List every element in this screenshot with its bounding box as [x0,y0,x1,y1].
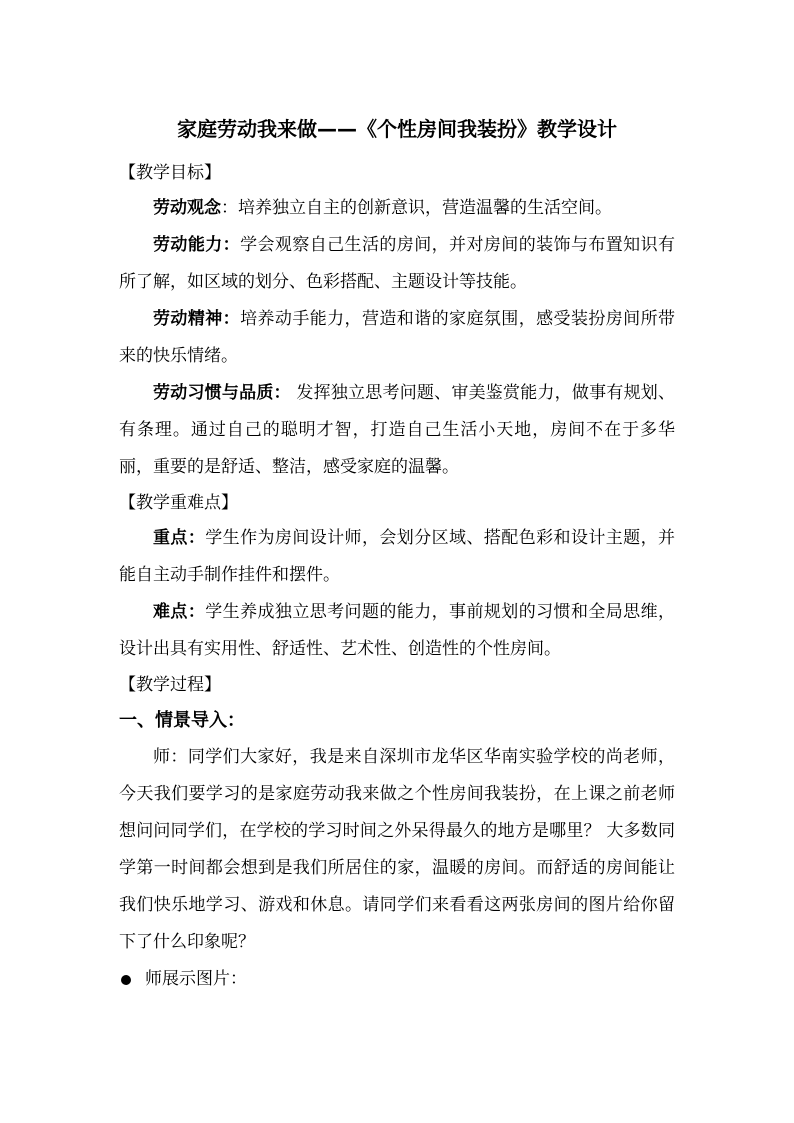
goal-text: ：培养独立自主的创新意识，营造温馨的生活空间。 [221,198,612,218]
process-step-heading: 一、情景导入： [119,710,245,731]
goal-paragraph [119,190,675,227]
goal-paragraph [119,375,675,486]
section-heading-process: 【教学过程】 [119,675,221,695]
goal-paragraph [119,227,675,301]
key-point-lead: 重点： [153,528,206,548]
key-point-text: 学生作为房间设计师，会划分区域、搭配色彩和设计主题，并能自主动手制作挂件和摆件。 [119,528,676,585]
bullet-item [119,961,675,998]
key-point-paragraph [119,594,675,668]
key-point-text: 学生养成独立思考问题的能力，事前规划的习惯和全局思维，设计出具有实用性、舒适性、艺术性、创造性的个性房间。 [119,602,676,659]
key-point-paragraph [119,520,675,594]
key-point-lead: 难点： [153,602,206,622]
bullet-dot-icon [121,975,131,985]
goal-text: 培养动手能力，营造和谐的家庭氛围，感受装扮房间所带来的快乐情绪。 [119,309,676,366]
goal-text: 发挥独立思考问题、审美鉴赏能力，做事有规划、有条理。通过自己的聪明才智，打造自己生活小天地，房间不在于多华丽，重要的是舒适、整洁，感受家庭的温馨。 [119,383,676,477]
document-page [119,112,675,998]
section-heading-goals: 【教学目标】 [119,163,221,183]
goal-lead: 劳动观念 [153,198,221,218]
goal-lead: 劳动习惯与品质： [153,383,291,403]
document-title: 家庭劳动我来做——《个性房间我装扮》教学设计 [177,117,617,141]
goal-lead: 劳动能力： [153,235,241,255]
process-paragraph: 师：同学们大家好，我是来自深圳市龙华区华南实验学校的尚老师，今天我们要学习的是家庭劳动我来做之个性房间我装扮，在上课之前老师想问问同学们，在学校的学习时间之外呆得最久的地方是哪里？ 大多数同学第一时间都会想到是我们所居住的家，温暖的房间。而舒适的房间能让我们快乐地学习、游戏和休息。请同学们来看看这两张房间的图片给你留下了什么印象呢？ [119,747,675,952]
bullet-text: 师展示图片： [145,969,247,989]
section-heading-key-points: 【教学重难点】 [119,493,238,513]
goal-lead: 劳动精神： [153,309,241,329]
goal-text: 学会观察自己生活的房间，并对房间的装饰与布置知识有所了解，如区域的划分、色彩搭配、主题设计等技能。 [119,235,676,292]
goal-paragraph [119,301,675,375]
